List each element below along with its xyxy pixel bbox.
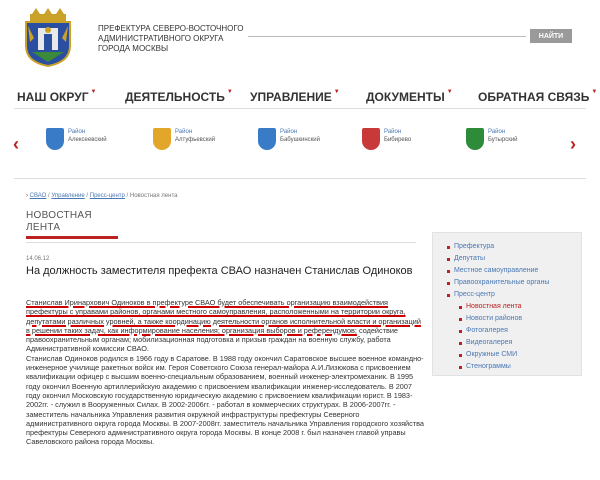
nav-item-label: ДЕЯТЕЛЬНОСТЬ: [125, 90, 225, 104]
sidebar-menu: [432, 232, 582, 376]
sidebar-item-label: Видеогалерея: [466, 339, 513, 346]
nav-divider: [14, 108, 586, 109]
chevron-right-icon[interactable]: ›: [570, 134, 576, 154]
district-item[interactable]: [258, 128, 320, 150]
paragraph-text: содействие правоохранительным органам; мобилизационная подготовка и призыв граждан на военную службу, работа Административной комиссии СВАО.: [26, 325, 398, 354]
district-name: Бабушкинский: [280, 137, 321, 143]
content-divider: [26, 242, 416, 243]
article-paragraph: [26, 298, 424, 354]
sidebar-subitem-news-feed[interactable]: [459, 301, 581, 313]
sidebar-item-law-enforcement[interactable]: [447, 277, 581, 289]
nav-item-our-district[interactable]: [17, 90, 96, 104]
district-item[interactable]: [46, 128, 107, 150]
search-button[interactable]: НАЙТИ: [530, 29, 572, 43]
bullet-icon: [459, 306, 462, 309]
dropdown-arrow-icon: ▼: [90, 89, 97, 95]
dropdown-arrow-icon: ▼: [446, 89, 453, 95]
highlighted-text: Станислав Иринархович Одиноков в префектуре СВАО будет обеспечивать организацию взаимодействия префектуры с управами районов, органами местного самоуправления, расположенными на территории округа, депутатами различных уровней, а также координацию деятельности органов исполнительной власти и организаций в решении таких задач, как информирование населения; организация выборов и референдумов;: [26, 298, 421, 335]
district-crest-icon: [466, 128, 484, 150]
search-underline: [248, 36, 526, 37]
breadcrumb-bullet-icon: ›: [26, 193, 28, 199]
sidebar-subitem-district-media[interactable]: [459, 349, 581, 361]
districts-divider: [14, 178, 586, 179]
breadcrumb-link[interactable]: Пресс-центр: [89, 193, 125, 199]
sidebar-item-label: Депутаты: [454, 255, 486, 262]
bullet-icon: [447, 294, 450, 297]
district-name: Бутырский: [488, 137, 518, 143]
sidebar-subitem-district-news[interactable]: [459, 313, 581, 325]
bullet-icon: [459, 330, 462, 333]
dropdown-arrow-icon: ▼: [591, 89, 598, 95]
coat-of-arms-logo[interactable]: [20, 8, 76, 68]
district-crest-icon: [153, 128, 171, 150]
district-name: Алтуфьевский: [175, 137, 216, 143]
main-navigation: [0, 78, 600, 112]
chevron-left-icon[interactable]: ‹: [13, 134, 19, 154]
district-label: [175, 128, 215, 144]
nav-item-activity[interactable]: [125, 90, 233, 104]
district-prefix: Район: [488, 129, 506, 135]
district-item[interactable]: [153, 128, 215, 150]
sidebar-item-label: Окружные СМИ: [466, 351, 518, 358]
sidebar-item-label: Правоохранительные органы: [454, 279, 550, 286]
district-label: [280, 128, 320, 144]
district-prefix: Район: [384, 129, 402, 135]
bullet-icon: [447, 258, 450, 261]
district-prefix: Район: [68, 129, 86, 135]
district-prefix: Район: [280, 129, 298, 135]
district-crest-icon: [258, 128, 276, 150]
district-item[interactable]: [466, 128, 518, 150]
district-crest-icon: [46, 128, 64, 150]
sidebar-item-deputies[interactable]: [447, 253, 581, 265]
bullet-icon: [459, 318, 462, 321]
nav-item-label: ОБРАТНАЯ СВЯЗЬ: [478, 90, 590, 104]
sidebar-item-local-government[interactable]: [447, 265, 581, 277]
sidebar-item-label: Фотогалерея: [466, 327, 508, 334]
title-underline: [26, 236, 118, 239]
bullet-icon: [459, 342, 462, 345]
bullet-icon: [459, 354, 462, 357]
sidebar-item-label: Новостная лента: [466, 303, 522, 310]
dropdown-arrow-icon: ▼: [333, 89, 340, 95]
nav-item-management[interactable]: [250, 90, 340, 104]
nav-item-label: ДОКУМЕНТЫ: [366, 90, 445, 104]
district-item[interactable]: [362, 128, 411, 150]
nav-item-feedback[interactable]: [478, 90, 597, 104]
bullet-icon: [459, 366, 462, 369]
nav-item-documents[interactable]: [366, 90, 453, 104]
breadcrumb-link[interactable]: СВАО: [29, 193, 47, 199]
nav-item-label: УПРАВЛЕНИЕ: [250, 90, 332, 104]
sidebar-item-press-center[interactable]: [447, 289, 581, 301]
sidebar-item-label: Новости районов: [466, 315, 523, 322]
district-name: Бибирево: [384, 137, 412, 143]
bullet-icon: [447, 270, 450, 273]
district-prefix: Район: [175, 129, 193, 135]
breadcrumb: › СВАО / Управление / Пресс-центр / Новостная лента: [26, 193, 178, 199]
district-label: [384, 128, 411, 144]
page-title: [26, 210, 96, 234]
district-crest-icon: [362, 128, 380, 150]
page-title-text: НОВОСТНАЯ ЛЕНТА: [26, 210, 92, 233]
district-label: [488, 128, 518, 144]
bullet-icon: [447, 282, 450, 285]
sidebar-item-label: Пресс-центр: [454, 291, 495, 298]
sidebar-subitem-photo-gallery[interactable]: [459, 325, 581, 337]
breadcrumb-link[interactable]: Управление: [51, 193, 85, 199]
article-body: [26, 298, 424, 447]
sidebar-item-label: Стенограммы: [466, 363, 511, 370]
district-label: [68, 128, 107, 144]
sidebar-item-label: Местное самоуправление: [454, 267, 539, 274]
article-paragraph: Станислав Одиноков родился в 1966 году в Саратове. В 1988 году окончил Саратовское высшее военное командно-инженерное училище ракетных войск им. Героя Советского Союза генерал-майора А.И.Лизюкова с присвоением квалификации офицер с высшим военно-специальным образованием, военный инженер-электромеханик. В 1995 году окончил Военную артиллерийскую академию с присвоением квалификации инженер-исследователь. В 2007 году окончил Московскую государственную юридическую академию с присвоением квалификации юрист. В 1983-2002гг. - служил в Вооруженных Силах. В 2002-2006гг. - работал в коммерческих структурах. В 2006-2007гг. - заместитель начальника Управления развития окружной инфраструктуры префектуры Северного административного округа города Москвы. В 2007-2008гг. заместитель начальника Управления городского хозяйства префектуры Северного административного округа города Москвы. В конце 2008 г. был назначен главой управы Савеловского района города Москвы.: [26, 353, 424, 447]
bullet-icon: [447, 246, 450, 249]
nav-item-label: НАШ ОКРУГ: [17, 90, 89, 104]
article-title: На должность заместителя префекта СВАО назначен Станислав Одиноков: [26, 265, 413, 277]
breadcrumb-current: Новостная лента: [129, 193, 178, 199]
organization-name: ПРЕФЕКТУРА СЕВЕРО-ВОСТОЧНОГО АДМИНИСТРАТИВНОГО ОКРУГА ГОРОДА МОСКВЫ: [98, 24, 244, 53]
district-name: Алексеевский: [68, 137, 107, 143]
sidebar-subitem-video-gallery[interactable]: [459, 337, 581, 349]
districts-carousel: [0, 120, 600, 176]
article-date: 14.06.12: [26, 256, 50, 262]
sidebar-item-prefecture[interactable]: [447, 241, 581, 253]
sidebar-item-label: Префектура: [454, 243, 495, 250]
sidebar-subitem-transcripts[interactable]: [459, 361, 581, 373]
header: [0, 0, 600, 70]
dropdown-arrow-icon: ▼: [226, 89, 233, 95]
